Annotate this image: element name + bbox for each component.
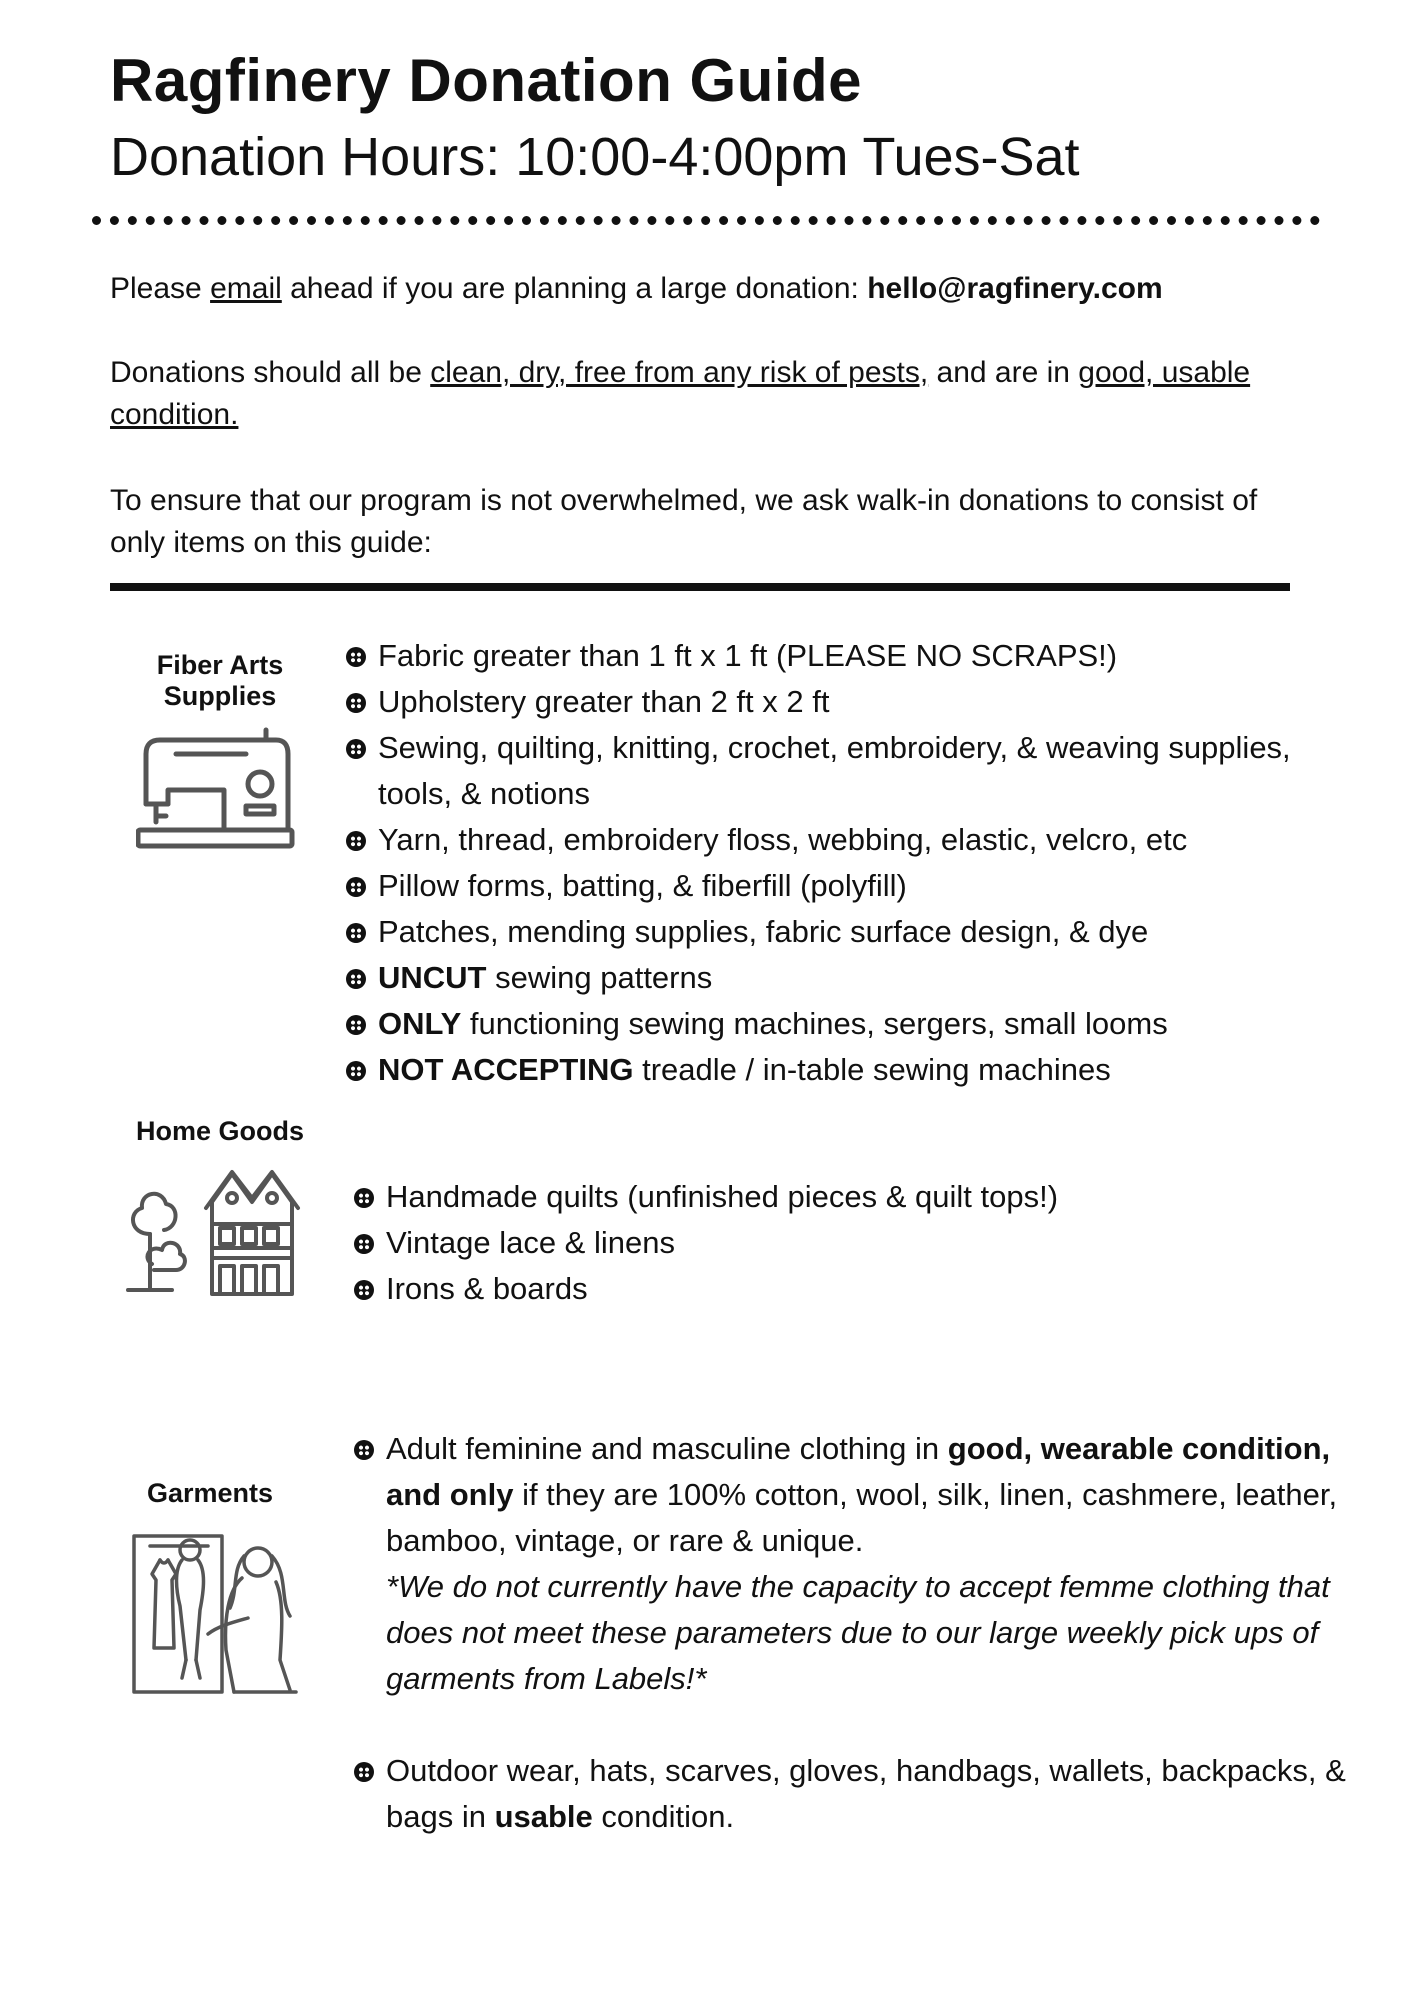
list-item: Outdoor wear, hats, scarves, gloves, handbags, wallets, backpacks, & bags in usable condition. [354, 1748, 1374, 1840]
list-item: Yarn, thread, embroidery floss, webbing, elastic, velcro, etc [346, 817, 1356, 863]
list-item: NOT ACCEPTING treadle / in-table sewing machines [346, 1047, 1356, 1093]
list-item: Handmade quilts (unfinished pieces & quilt tops!) [354, 1174, 1334, 1220]
list-item: Fabric greater than 1 ft x 1 ft (PLEASE NO SCRAPS!) [346, 633, 1356, 679]
garments-note: *We do not currently have the capacity to accept femme clothing that does not meet these parameters due to our large weekly pick ups of garments from Labels!* [386, 1569, 1330, 1696]
page-title: Ragfinery Donation Guide [110, 47, 863, 114]
houses-tree-icon [124, 1168, 334, 1296]
fiber-arts-label: Fiber Arts Supplies [156, 650, 284, 711]
dotted-divider [92, 216, 1320, 225]
list-item: UNCUT sewing patterns [346, 955, 1356, 1001]
intro-walkin-paragraph: To ensure that our program is not overwhelmed, we ask walk-in donations to consist of only items on this guide: [110, 484, 1258, 559]
solid-divider [110, 583, 1290, 591]
email-address[interactable]: hello@ragfinery.com [867, 272, 1163, 305]
list-item: Patches, mending supplies, fabric surface design, & dye [346, 909, 1356, 955]
list-item: Irons & boards [354, 1266, 1334, 1312]
list-item: Adult feminine and masculine clothing in good, wearable condition, and only if they are 100% cotton, wool, silk, linen, cashmere, leather, bamboo, vintage, or rare & unique. *We do not currently have the capacity to accept femme clothing that does not meet these parameters due to our large weekly pick ups of garments from Labels!* [354, 1426, 1374, 1702]
garments-mirror-icon [130, 1530, 300, 1696]
home-goods-list [354, 1174, 1334, 1312]
email-link[interactable]: email [210, 272, 282, 305]
fiber-arts-list [346, 633, 1356, 1093]
home-goods-label: Home Goods [135, 1116, 304, 1146]
list-item: Upholstery greater than 2 ft x 2 ft [346, 679, 1356, 725]
sewing-machine-icon [136, 724, 296, 854]
garments-label: Garments [146, 1478, 274, 1508]
list-item: ONLY functioning sewing machines, sergers, small looms [346, 1001, 1356, 1047]
donation-hours: Donation Hours: 10:00-4:00pm Tues-Sat [110, 127, 1080, 187]
garments-list [354, 1426, 1374, 1840]
list-item: Sewing, quilting, knitting, crochet, embroidery, & weaving supplies, tools, & notions [346, 725, 1356, 817]
intro-condition-paragraph: Donations should all be clean, dry, free from any risk of pests, and are in good, usable condition. [110, 356, 1251, 431]
list-item: Pillow forms, batting, & fiberfill (polyfill) [346, 863, 1356, 909]
intro-email-paragraph: Please email ahead if you are planning a large donation: hello@ragfinery.com [110, 272, 1163, 305]
list-item: Vintage lace & linens [354, 1220, 1334, 1266]
